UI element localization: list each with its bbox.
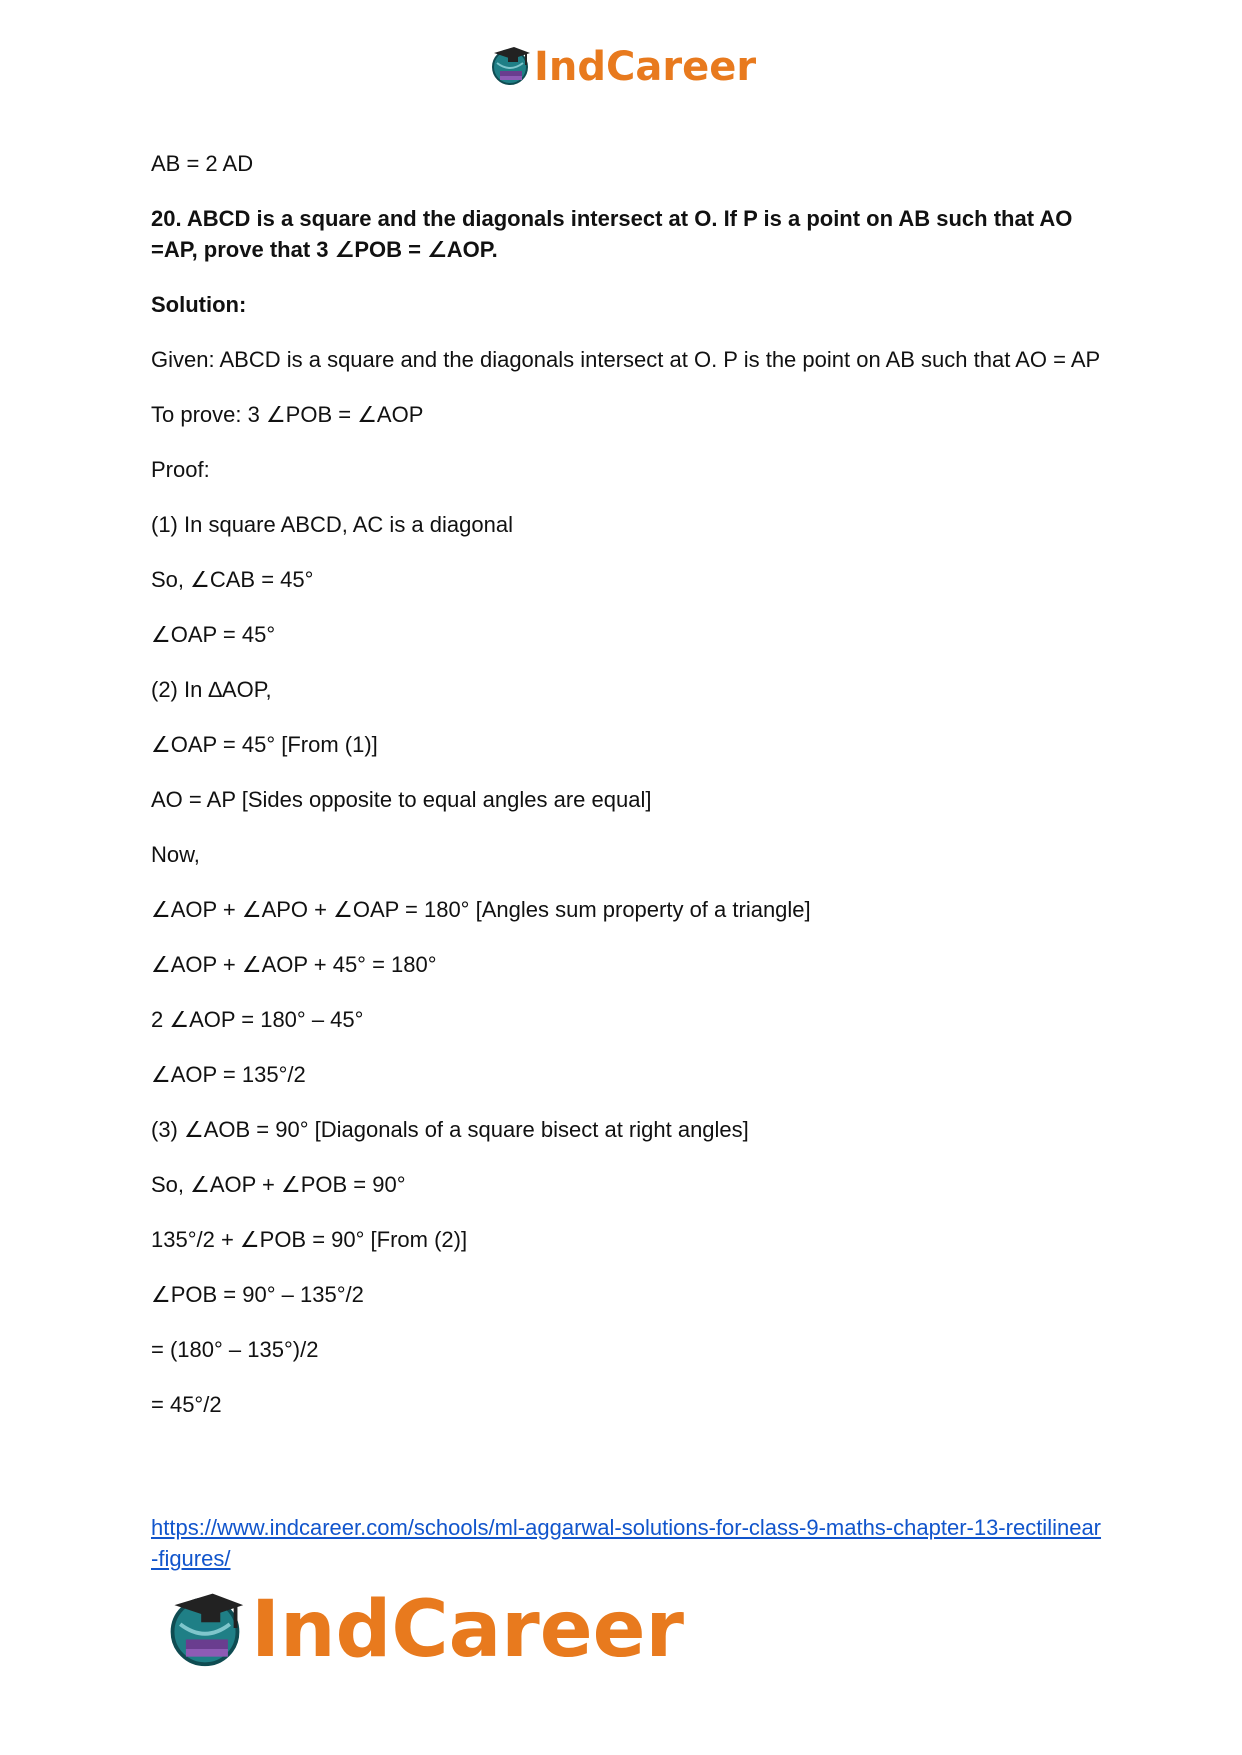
content-line: AB = 2 AD [151,151,254,176]
footer-logo-text: IndCareer [251,1585,684,1675]
content-line: 20. ABCD is a square and the diagonals intersect at O. If P is a point on AB such that AO =AP, prove that 3 ∠POB = ∠AOP. [151,206,1073,262]
content-line: (1) In square ABCD, AC is a diagonal [151,512,513,537]
content-line: ∠OAP = 45° [151,622,276,647]
content-line: 2 ∠AOP = 180° – 45° [151,1007,364,1032]
content-line: So, ∠CAB = 45° [151,567,314,592]
content-line: ∠OAP = 45° [From (1)] [151,732,378,757]
header-logo-text: IndCareer [534,44,757,90]
footer-logo [163,1585,684,1675]
content-line: (3) ∠AOB = 90° [Diagonals of a square bisect at right angles] [151,1117,749,1142]
content-line: Now, [151,842,200,867]
graduation-cap-globe-icon [163,1586,247,1675]
header-logo [488,42,756,92]
content-line: = (180° – 135°)/2 [151,1337,319,1362]
document-body [151,148,1101,1444]
content-line: Given: ABCD is a square and the diagonals intersect at O. P is the point on AB such that AO = AP [151,347,1101,372]
content-line: So, ∠AOP + ∠POB = 90° [151,1172,406,1197]
content-line: ∠AOP + ∠AOP + 45° = 180° [151,952,437,977]
source-link[interactable]: https://www.indcareer.com/schools/ml-aggarwal-solutions-for-class-9-maths-chapter-13-rectilinear-figures/ [151,1515,1102,1571]
content-line: ∠AOP + ∠APO + ∠OAP = 180° [Angles sum property of a triangle] [151,897,811,922]
content-line: To prove: 3 ∠POB = ∠AOP [151,402,424,427]
content-line: Proof: [151,457,210,482]
content-line: (2) In ∆AOP, [151,677,272,702]
content-line: Solution: [151,292,247,317]
graduation-cap-globe-icon [488,43,532,92]
content-line: ∠AOP = 135°/2 [151,1062,306,1087]
content-line: = 45°/2 [151,1392,222,1417]
content-line: 135°/2 + ∠POB = 90° [From (2)] [151,1227,468,1252]
content-line: AO = AP [Sides opposite to equal angles are equal] [151,787,652,812]
content-line: ∠POB = 90° – 135°/2 [151,1282,364,1307]
